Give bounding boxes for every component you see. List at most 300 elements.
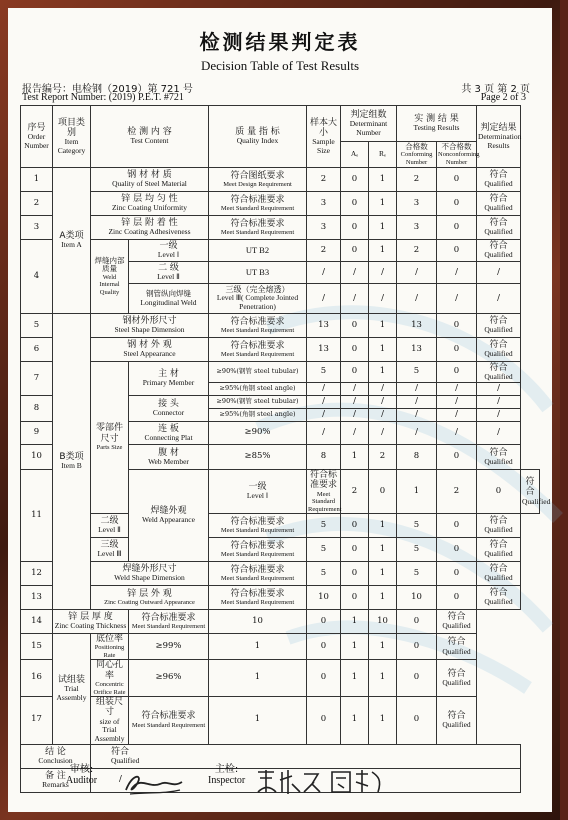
conforming-count: /: [397, 284, 437, 314]
ac-value: 0: [369, 470, 397, 514]
result-value: /: [477, 409, 521, 422]
report-number-cn: 报告编号：电检钢（2019）第 721 号: [22, 84, 193, 95]
quality-index-en: Meet Standard Requirement: [220, 599, 295, 607]
result-qualified: 符合: [447, 668, 466, 679]
test-content: 连 板: [158, 423, 179, 434]
table-row: [21, 634, 540, 660]
test-content-en: Weld Shape Dimension: [114, 573, 185, 583]
quality-index: ≥96%: [129, 660, 209, 697]
sample-size: 5: [307, 538, 341, 562]
nonconforming-count: 0: [437, 168, 477, 192]
test-content-en: Zinc Coating Thickness: [54, 621, 127, 631]
auditor-label: [66, 760, 97, 786]
quality-index-en: Meet Design Requirement: [223, 180, 292, 188]
test-content: 锌 层 厚 度: [68, 612, 113, 623]
re-value: 1: [369, 192, 397, 216]
re-value: 2: [369, 445, 397, 470]
test-content: 同心孔率: [95, 660, 123, 681]
result-qualified-en: Qualified: [442, 646, 471, 656]
result-qualified: 符合: [489, 362, 508, 373]
conforming-count: 5: [397, 514, 437, 538]
sample-size: 3: [307, 216, 341, 240]
category-a: A类项: [59, 231, 84, 242]
re-value: /: [369, 284, 397, 314]
result-qualified: 符合: [489, 241, 508, 252]
test-content-en: Zinc Coating Outward Appearance: [104, 599, 195, 607]
result-qualified: 符合: [489, 564, 508, 575]
sample-size: /: [307, 262, 341, 284]
conforming-count: 5: [397, 562, 437, 586]
quality-index: UT B2: [209, 240, 307, 262]
quality-index-en: Meet Standard Requirement: [220, 527, 295, 535]
document-page: [8, 8, 552, 812]
result-qualified: 符合: [489, 218, 508, 229]
sample-size: 5: [307, 514, 341, 538]
header-category-en: Item Category: [57, 137, 86, 155]
table-row: [21, 362, 540, 383]
inspector-label-en: Inspector: [208, 775, 246, 786]
ac-value: 0: [341, 168, 369, 192]
test-content: 主 材: [158, 369, 179, 380]
quality-index: ≥90%(钢管 steel tubular): [209, 396, 307, 409]
conforming-count: /: [397, 262, 437, 284]
table-row: [21, 538, 540, 562]
result-qualified: 符合: [489, 588, 508, 599]
sample-size: 13: [307, 338, 341, 362]
result-qualified-en: Qualified: [442, 621, 471, 631]
sample-size: 1: [209, 660, 307, 697]
header-conforming: 合格数: [405, 141, 428, 151]
test-content: 一级: [159, 241, 178, 252]
result-qualified: 符合: [447, 637, 466, 648]
test-content-en: Longitudinal Weld: [140, 297, 197, 307]
nonconforming-count: 0: [397, 634, 437, 660]
re-value: /: [369, 383, 397, 396]
quality-index-en: Level Ⅲ( Complete Jointed Penetration): [216, 293, 299, 312]
nonconforming-count: 0: [437, 362, 477, 383]
conforming-count: /: [397, 409, 437, 422]
ac-value: 0: [341, 240, 369, 262]
re-value: 1: [369, 314, 397, 338]
header-quality-en: Quality Index: [236, 136, 279, 146]
category-a-en: Item A: [61, 240, 82, 250]
test-content-en: Concentric Orifice Rate: [93, 681, 126, 696]
result-qualified: 符合: [447, 612, 466, 623]
conclusion-label: 结 论: [45, 746, 66, 757]
header-testing-results-en: Testing Results: [413, 123, 460, 133]
header-content-en: Test Content: [130, 136, 169, 146]
remarks-label: 备 注: [45, 770, 66, 781]
header-quality: 质 量 指 标: [235, 127, 280, 138]
header-seq: 序号: [27, 122, 46, 133]
ac-value: 0: [341, 338, 369, 362]
ac-value: 0: [341, 192, 369, 216]
quality-index: 符合图纸要求: [230, 170, 285, 181]
re-value: 1: [369, 514, 397, 538]
nonconforming-count: 0: [437, 445, 477, 470]
test-content-en: Level Ⅰ: [246, 491, 269, 501]
result-qualified-en: Qualified: [484, 597, 513, 607]
row-number: 7: [21, 362, 53, 396]
header-sample: 样本大小: [309, 117, 337, 138]
row-number: 15: [21, 634, 53, 660]
sample-size: 8: [307, 445, 341, 470]
re-value: 1: [369, 168, 397, 192]
header-judge: 判定结果: [480, 122, 517, 133]
row-number: 6: [21, 338, 53, 362]
trial-assembly-label-en: Trial Assembly: [56, 684, 87, 702]
table-row: [21, 586, 540, 610]
test-content: 钢 材 外 观: [127, 340, 172, 351]
conforming-count: 1: [369, 634, 397, 660]
test-content-en: Level Ⅱ: [98, 525, 121, 535]
result-value: /: [477, 383, 521, 396]
result-qualified-en: Qualified: [484, 549, 513, 559]
quality-index-en: Meet Standard Requirement: [220, 228, 295, 236]
remarks-label-en: Remarks: [42, 779, 69, 789]
re-value: 1: [369, 538, 397, 562]
sample-size: 1: [209, 634, 307, 660]
result-qualified-en: Qualified: [484, 227, 513, 237]
nonconforming-count: /: [437, 422, 477, 445]
row-number: 8: [21, 396, 53, 422]
conforming-count: 3: [397, 216, 437, 240]
table-row: [21, 168, 540, 192]
result-qualified-en: Qualified: [484, 349, 513, 359]
test-content: 接 头: [158, 399, 179, 410]
nonconforming-count: 0: [437, 538, 477, 562]
ac-value: /: [341, 422, 369, 445]
sample-size: 3: [307, 192, 341, 216]
header-judge-en: Determination Results: [478, 132, 522, 150]
test-content: 三级: [100, 540, 119, 551]
result-qualified-en: Qualified: [484, 573, 513, 583]
quality-index: 符合标准要求: [230, 316, 285, 327]
conforming-count: 2: [437, 470, 477, 514]
header-determinant-en: Determinant Number: [349, 119, 388, 137]
test-content-en: Positioning Rate: [94, 644, 125, 659]
header-conforming-en: Conforming Number: [400, 151, 433, 166]
test-content-en: Connecting Plat: [144, 432, 193, 442]
test-content-en: Primary Member: [142, 378, 195, 388]
nonconforming-count: /: [437, 262, 477, 284]
weld-appearance-label-en: Weld Appearance: [142, 515, 195, 525]
quality-index: 符合标准要求: [230, 588, 285, 599]
result-qualified-en: Qualified: [442, 720, 471, 730]
ac-value: 0: [341, 216, 369, 240]
ac-value: 0: [341, 586, 369, 610]
quality-index: 符合标准要求: [230, 540, 285, 551]
result-qualified-en: Qualified: [484, 371, 513, 381]
conforming-count: /: [397, 422, 437, 445]
row-number: 13: [21, 586, 53, 610]
quality-index-en: Meet Standard Requirement: [220, 204, 295, 212]
weld-quality-label: 焊缝内部质量: [94, 255, 125, 274]
quality-index: 三级（完全熔透）: [225, 285, 290, 295]
test-content-en: Level Ⅰ: [157, 250, 180, 260]
trial-assembly-label: 试组装: [57, 675, 85, 686]
sample-size: 2: [341, 470, 369, 514]
conforming-count: 3: [397, 192, 437, 216]
test-content: 锌 层 外 观: [127, 588, 172, 599]
conforming-count: 13: [397, 314, 437, 338]
test-content-en: Steel Appearance: [123, 349, 176, 359]
conforming-count: 13: [397, 338, 437, 362]
re-value: /: [369, 262, 397, 284]
conforming-count: /: [397, 396, 437, 409]
table-row: [21, 610, 540, 634]
category-b: B类项: [59, 452, 84, 463]
result-qualified-en: Qualified: [484, 203, 513, 213]
nonconforming-count: 0: [477, 470, 521, 514]
remarks-value: /: [91, 768, 521, 792]
test-content-en: Level Ⅲ: [97, 549, 122, 559]
quality-index: 符合标准要求: [230, 194, 285, 205]
conforming-count: 10: [369, 610, 397, 634]
quality-index-en: Meet Standard Requirement: [220, 575, 295, 583]
header-content: 检 测 内 容: [127, 127, 172, 138]
table-row: [21, 562, 540, 586]
ac-value: 0: [307, 610, 341, 634]
sample-size: 2: [307, 240, 341, 262]
table-row: [21, 216, 540, 240]
sample-size: 5: [307, 362, 341, 383]
weld-appearance-label: 焊缝外观: [150, 506, 187, 517]
row-number: 4: [21, 240, 53, 314]
conforming-count: 2: [397, 240, 437, 262]
test-content: 二 级: [158, 263, 179, 274]
row-number: 17: [21, 697, 53, 745]
test-content: 二级: [100, 516, 119, 527]
re-value: 1: [369, 586, 397, 610]
nonconforming-count: 0: [437, 562, 477, 586]
header-category: 项目类别: [57, 117, 85, 138]
ac-value: 0: [341, 362, 369, 383]
sample-size: /: [307, 284, 341, 314]
ac-value: /: [341, 396, 369, 409]
header-seq-en: Order Number: [24, 132, 49, 150]
result-value: /: [477, 396, 521, 409]
re-value: 1: [369, 240, 397, 262]
sample-size: /: [307, 409, 341, 422]
quality-index: 符合标准要求: [230, 564, 285, 575]
re-value: 1: [341, 610, 369, 634]
title-chinese: 检测结果判定表: [199, 30, 361, 54]
test-content-en: size of Trial Assembly: [94, 716, 125, 743]
header-testing-results: 实 测 结 果: [414, 114, 459, 125]
result-value: /: [477, 422, 521, 445]
test-content: 一级: [248, 482, 267, 493]
quality-index-en: Meet Standard Requirement: [308, 490, 342, 513]
header-ac: Aₑ: [341, 142, 369, 168]
nonconforming-count: 0: [437, 514, 477, 538]
quality-index: UT B3: [209, 262, 307, 284]
conforming-count: 1: [369, 660, 397, 697]
table-row: [21, 338, 540, 362]
sample-size: 1: [209, 697, 307, 745]
re-value: 1: [341, 634, 369, 660]
results-table: [20, 105, 551, 793]
re-value: 1: [369, 216, 397, 240]
quality-index: 符合标准要求: [309, 470, 337, 491]
conclusion-value: 符合: [111, 746, 130, 757]
test-content: 底位率: [95, 634, 123, 645]
parts-size-label-en: Parts Size: [96, 444, 123, 452]
conforming-count: 5: [397, 538, 437, 562]
table-row: [21, 514, 540, 538]
inspector-label-cn: 主检:: [214, 764, 239, 775]
nonconforming-count: 0: [397, 697, 437, 745]
conforming-count: /: [397, 383, 437, 396]
row-number: 5: [21, 314, 53, 338]
re-value: 1: [341, 660, 369, 697]
quality-index: 符合标准要求: [141, 612, 196, 623]
result-qualified-en: Qualified: [484, 525, 513, 535]
conclusion-label-en: Conclusion: [38, 755, 73, 765]
category-b-en: Item B: [61, 461, 82, 471]
header-determinant: 判定组数: [350, 109, 387, 120]
quality-index-en: Meet Standard Requirement: [220, 350, 295, 358]
table-row: [21, 697, 540, 745]
row-number: 3: [21, 216, 53, 240]
row-number: 10: [21, 445, 53, 470]
ac-value: /: [341, 383, 369, 396]
ac-value: 0: [341, 314, 369, 338]
title-english: Decision Table of Test Results: [200, 58, 359, 73]
ac-value: /: [341, 409, 369, 422]
ac-value: /: [341, 262, 369, 284]
row-number: 16: [21, 660, 53, 697]
ac-value: 0: [307, 634, 341, 660]
sample-size: /: [307, 422, 341, 445]
test-content-en: Quality of Steel Material: [112, 179, 187, 189]
result-qualified: 符合: [489, 170, 508, 181]
result-qualified-en: Qualified: [484, 325, 513, 335]
header-nonconforming-en: Nonconforming Number: [438, 151, 480, 166]
nonconforming-count: 0: [437, 586, 477, 610]
test-content: 锌 层 附 着 性: [121, 218, 178, 229]
re-value: 1: [341, 697, 369, 745]
quality-index: ≥90%: [209, 422, 307, 445]
row-number: 14: [21, 610, 53, 634]
nonconforming-count: 0: [437, 314, 477, 338]
auditor-signature-icon: [120, 768, 190, 798]
page-count-cn: 共 3 页 第 2 页: [461, 84, 530, 95]
row-number: 9: [21, 422, 53, 445]
nonconforming-count: /: [437, 396, 477, 409]
header-re: Rₑ: [369, 142, 397, 168]
sample-size: 10: [307, 586, 341, 610]
result-qualified-en: Qualified: [522, 496, 551, 506]
result-qualified: 符合: [489, 316, 508, 327]
result-qualified: 符合: [489, 540, 508, 551]
nonconforming-count: 0: [437, 192, 477, 216]
test-content: 钢管纵向焊缝: [146, 288, 191, 298]
ac-value: 1: [341, 445, 369, 470]
ac-value: 0: [341, 562, 369, 586]
test-content-en: Zinc Coating Adhesiveness: [108, 227, 191, 237]
result-qualified: 符合: [489, 340, 508, 351]
result-value: /: [477, 262, 521, 284]
re-value: 1: [397, 470, 437, 514]
ac-value: 0: [341, 538, 369, 562]
inspector-signature-icon: [252, 764, 392, 798]
test-content-en: Connector: [152, 408, 185, 418]
test-content: 钢材外形尺寸: [122, 316, 177, 327]
re-value: 1: [369, 362, 397, 383]
result-qualified: 符合: [489, 516, 508, 527]
quality-index: ≥85%: [209, 445, 307, 470]
ac-value: /: [341, 284, 369, 314]
row-number: 1: [21, 168, 53, 192]
nonconforming-count: 0: [437, 338, 477, 362]
row-number: 11: [21, 470, 53, 562]
quality-index-en: Meet Standard Requirement: [220, 551, 295, 559]
nonconforming-count: 0: [397, 610, 437, 634]
parts-size-label: 零部件尺寸: [95, 423, 123, 444]
re-value: /: [369, 396, 397, 409]
sample-size: 2: [307, 168, 341, 192]
nonconforming-count: 0: [397, 660, 437, 697]
nonconforming-count: 0: [437, 240, 477, 262]
ac-value: 0: [307, 660, 341, 697]
result-qualified-en: Qualified: [484, 250, 513, 260]
table-row: [21, 192, 540, 216]
test-content: 腹 材: [158, 447, 179, 458]
table-row: [21, 660, 540, 697]
test-content-en: Web Member: [148, 456, 189, 466]
sample-size: /: [307, 396, 341, 409]
result-qualified-en: Qualified: [484, 456, 513, 466]
conforming-count: 10: [397, 586, 437, 610]
quality-index: ≥95%(角钢 steel angle): [209, 409, 307, 422]
ac-value: 0: [307, 697, 341, 745]
auditor-label-en: Auditor: [66, 775, 98, 786]
conforming-count: 8: [397, 445, 437, 470]
ac-value: 0: [341, 514, 369, 538]
test-content-en: Steel Shape Dimension: [114, 325, 185, 335]
quality-index: 符合标准要求: [230, 340, 285, 351]
test-content: 钢 材 材 质: [127, 170, 172, 181]
table-row: [21, 314, 540, 338]
quality-index: ≥99%: [129, 634, 209, 660]
page-count-en: Page 2 of 3: [480, 92, 526, 103]
result-qualified-en: Qualified: [484, 179, 513, 189]
report-number-en: Test Report Number: (2019) P.E.T. #721: [22, 92, 184, 103]
result-qualified: 符合: [447, 710, 466, 721]
sample-size: 10: [209, 610, 307, 634]
result-qualified-en: Qualified: [442, 678, 471, 688]
result-qualified: 符合: [525, 476, 535, 498]
conforming-count: 1: [369, 697, 397, 745]
table-row: [21, 240, 540, 262]
sample-size: /: [307, 383, 341, 396]
quality-index: 符合标准要求: [230, 218, 285, 229]
quality-index: 符合标准要求: [230, 516, 285, 527]
re-value: /: [369, 422, 397, 445]
header-sample-en: Sample Size: [312, 137, 335, 155]
nonconforming-count: /: [437, 409, 477, 422]
conforming-count: 2: [397, 168, 437, 192]
nonconforming-count: 0: [437, 216, 477, 240]
nonconforming-count: /: [437, 383, 477, 396]
quality-index-en: Meet Standard Requirement: [131, 721, 206, 729]
test-content-en: Zinc Coating Uniformity: [112, 203, 187, 213]
re-value: 1: [369, 338, 397, 362]
result-qualified: 符合: [489, 194, 508, 205]
sample-size: 13: [307, 314, 341, 338]
result-value: /: [477, 284, 521, 314]
